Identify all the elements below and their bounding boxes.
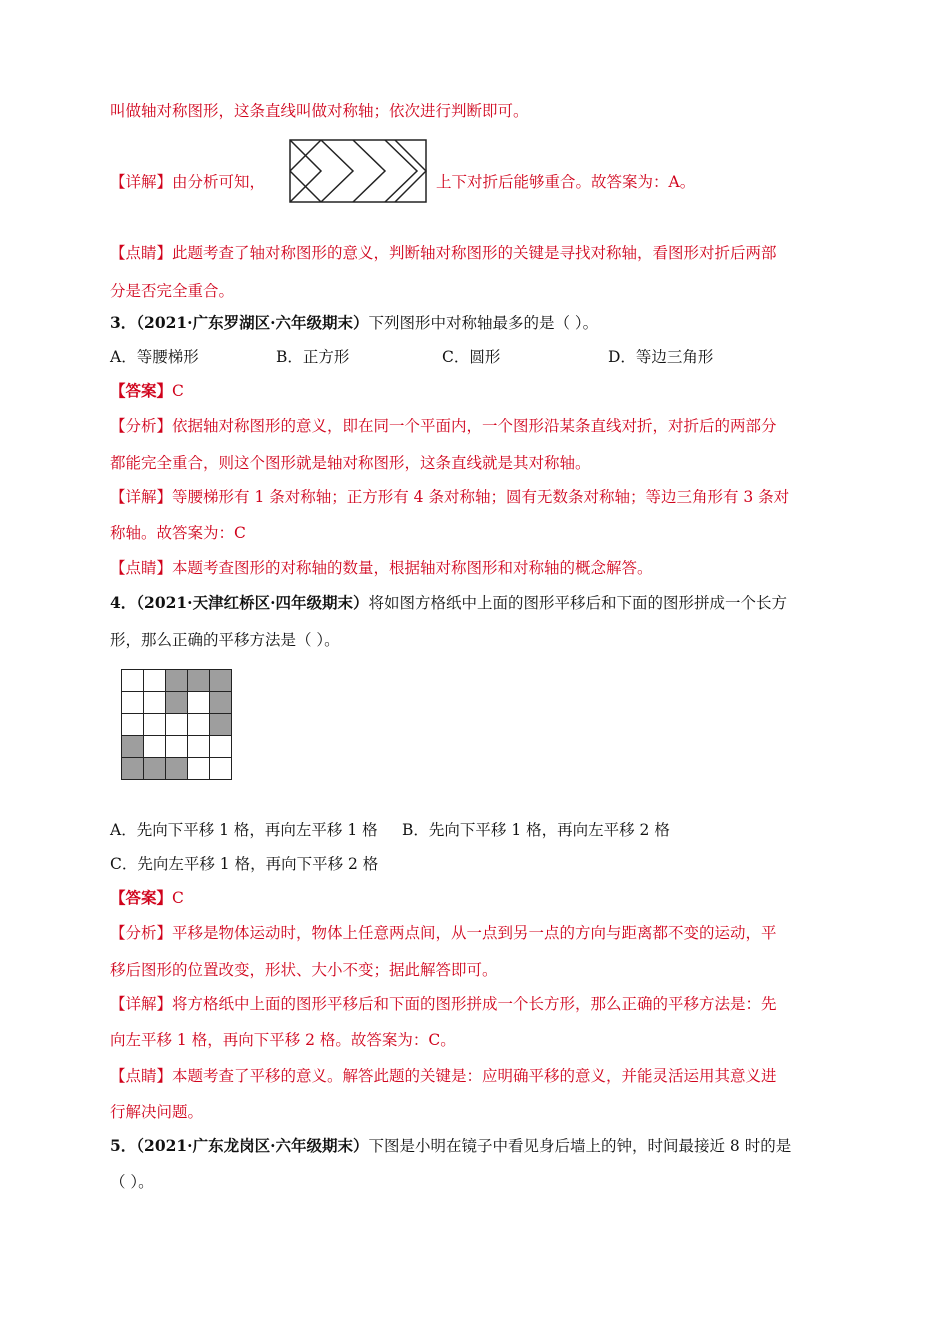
detail-text: 等腰梯形有 1 条对称轴；正方形有 4 条对称轴；圆有无数条对称轴；等边三角形有 3 条对 [172, 488, 790, 506]
question-number: 5． [110, 1136, 137, 1155]
question-3 [110, 313, 598, 333]
question-5 [110, 1136, 791, 1156]
detail-text-a: 由分析可知， [172, 173, 266, 191]
comment-tag: 【点睛】 [110, 244, 173, 262]
detail-text: 将方格纸中上面的图形平移后和下面的图形拼成一个长方形，那么正确的平移方法是：先 [172, 995, 777, 1013]
question-4 [110, 593, 787, 613]
question-number: 4． [110, 593, 137, 612]
question-source: （2021·广东龙岗区·六年级期末） [136, 1136, 369, 1155]
q4-option-a: A．先向下平移 1 格，再向左平移 1 格 [110, 821, 378, 839]
q2-comment-2: 分是否完全重合。 [110, 282, 235, 300]
question-4-stem-2: 形，那么正确的平移方法是（ ）。 [110, 631, 340, 649]
detail-tag: 【详解】 [110, 488, 173, 506]
q2-comment-1 [110, 243, 777, 263]
comment-text: 此题考查了轴对称图形的意义，判断轴对称图形的关键是寻找对称轴，看图形对折后两部 [172, 244, 777, 262]
q4-detail-1 [110, 994, 777, 1014]
q4-comment-1 [110, 1066, 777, 1086]
q3-answer [110, 381, 184, 401]
q3-option-a: A．等腰梯形 [110, 348, 199, 366]
q2-detail [110, 172, 265, 192]
q4-option-c: C．先向左平移 1 格，再向下平移 2 格 [110, 855, 379, 873]
answer-tag: 【答案】 [110, 381, 173, 400]
analysis-text: 依据轴对称图形的意义，即在同一个平面内，一个图形沿某条直线对折，对折后的两部分 [172, 417, 777, 435]
q3-comment [110, 558, 653, 578]
comment-tag: 【点睛】 [110, 1067, 173, 1085]
question-source: （2021·天津红桥区·四年级期末） [136, 593, 369, 612]
q3-analysis-2: 都能完全重合，则这个图形就是轴对称图形，这条直线就是其对称轴。 [110, 454, 591, 472]
chevron-shape-figure [289, 139, 427, 203]
comment-tag: 【点睛】 [110, 559, 173, 577]
q3-option-b: B．正方形 [276, 348, 350, 366]
question-number: 3． [110, 313, 137, 332]
question-stem: 将如图方格纸中上面的图形平移后和下面的图形拼成一个长方 [368, 594, 787, 612]
grid-figure [121, 669, 232, 780]
q3-analysis-1 [110, 416, 777, 436]
q3-option-d: D．等边三角形 [608, 348, 714, 366]
detail-text-b: 上下对折后能够重合。故答案为：A。 [436, 173, 696, 191]
question-5-stem-2: （ ）。 [110, 1173, 154, 1191]
q4-analysis-2: 移后图形的位置改变，形状、大小不变；据此解答即可。 [110, 961, 498, 979]
question-source: （2021·广东罗湖区·六年级期末） [136, 313, 369, 332]
comment-text: 本题考查图形的对称轴的数量，根据轴对称图形和对称轴的概念解答。 [172, 559, 653, 577]
answer-value: C [172, 889, 184, 907]
question-stem: 下列图形中对称轴最多的是（ ）。 [368, 314, 599, 332]
q3-option-c: C．圆形 [442, 348, 501, 366]
analysis-tag: 【分析】 [110, 417, 173, 435]
q4-option-b: B．先向下平移 1 格，再向左平移 2 格 [402, 821, 670, 839]
detail-tag: 【详解】 [110, 173, 173, 191]
q3-detail-2: 称轴。故答案为：C [110, 524, 246, 542]
detail-tag: 【详解】 [110, 995, 173, 1013]
q4-analysis-1 [110, 923, 777, 943]
answer-value: C [172, 382, 184, 400]
q4-detail-2: 向左平移 1 格，再向下平移 2 格。故答案为：C。 [110, 1031, 456, 1049]
analysis-continuation: 叫做轴对称图形，这条直线叫做对称轴；依次进行判断即可。 [110, 102, 529, 120]
comment-text: 本题考查了平移的意义。解答此题的关键是：应明确平移的意义，并能灵活运用其意义进 [172, 1067, 777, 1085]
analysis-text: 平移是物体运动时，物体上任意两点间，从一点到另一点的方向与距离都不变的运动，平 [172, 924, 777, 942]
q4-comment-2: 行解决问题。 [110, 1103, 204, 1121]
q3-detail-1 [110, 487, 789, 507]
analysis-tag: 【分析】 [110, 924, 173, 942]
question-stem: 下图是小明在镜子中看见身后墙上的钟，时间最接近 8 时的是 [368, 1137, 792, 1155]
answer-tag: 【答案】 [110, 888, 173, 907]
q4-answer [110, 888, 184, 908]
